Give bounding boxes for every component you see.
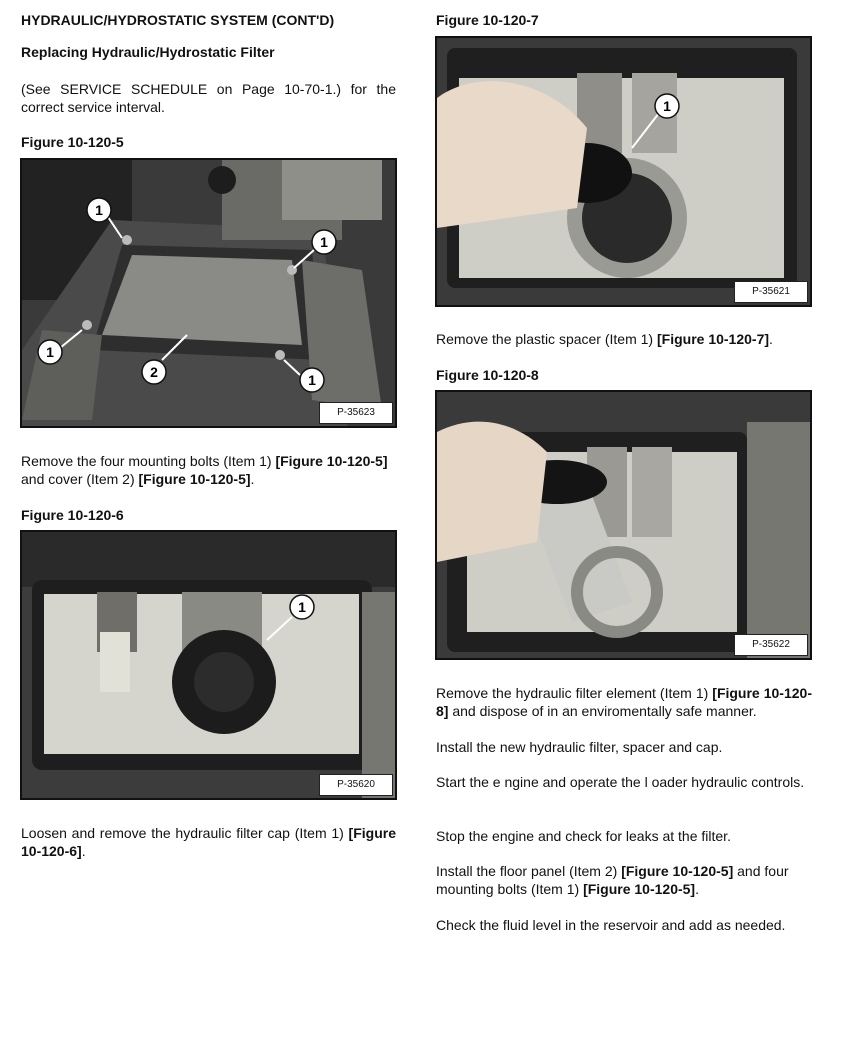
- callout-label: 1: [663, 98, 671, 114]
- spacer-removal-illustration: [437, 38, 810, 305]
- callout-label: 1: [308, 372, 316, 388]
- step-text: Loosen and remove the hydraulic filter cap (Item 1): [21, 825, 349, 841]
- callout-label: 2: [150, 364, 158, 380]
- step-text: .: [695, 881, 699, 897]
- step-remove-bolts: [21, 452, 397, 488]
- step-text: .: [769, 331, 773, 347]
- photo-code: P-35622: [734, 634, 808, 656]
- step-text: .: [250, 471, 255, 487]
- callout-label: 1: [320, 234, 328, 250]
- figure-reference: [Figure 10-120-8]: [436, 685, 812, 719]
- step-text: Remove the hydraulic filter element (Item 1): [436, 685, 713, 701]
- step-install-new: Install the new hydraulic filter, spacer and cap.: [436, 739, 723, 755]
- floor-panel-illustration: [22, 160, 395, 426]
- step-text: .: [81, 843, 86, 859]
- figure-10-120-7-photo: [435, 36, 812, 307]
- figure-title: Figure 10-120-7: [436, 12, 539, 28]
- figure-10-120-6-photo: [20, 530, 397, 800]
- step-install-panel: [436, 862, 812, 898]
- photo-code: P-35621: [734, 281, 808, 303]
- filter-element-illustration: [437, 392, 810, 658]
- step-remove-spacer: [436, 330, 812, 348]
- service-interval-note: (See SERVICE SCHEDULE on Page 10-70-1.) for the correct service interval.: [21, 81, 396, 115]
- figure-reference: [Figure 10-120-6]: [21, 825, 396, 859]
- figure-title: Figure 10-120-5: [21, 134, 124, 150]
- step-text: and cover (Item 2): [21, 471, 139, 487]
- step-check-fluid: Check the fluid level in the reservoir and add as needed.: [436, 917, 786, 933]
- photo-code: P-35620: [319, 774, 393, 796]
- procedure-title: Replacing Hydraulic/Hydrostatic Filter: [21, 44, 275, 60]
- callout-label: 1: [46, 344, 54, 360]
- step-text: Install the floor panel (Item 2): [436, 863, 622, 879]
- step-text: and four mounting bolts (Item 1): [436, 863, 789, 897]
- step-text: and dispose of in an enviromentally safe manner.: [448, 703, 757, 719]
- figure-reference: [Figure 10-120-5]: [583, 881, 696, 897]
- figure-10-120-5-photo: [20, 158, 397, 428]
- figure-reference: [Figure 10-120-5]: [275, 453, 388, 469]
- section-title: HYDRAULIC/HYDROSTATIC SYSTEM (CONT'D): [21, 12, 335, 28]
- filter-cap-illustration: [22, 532, 395, 798]
- figure-title: Figure 10-120-8: [436, 367, 539, 383]
- step-remove-element: [436, 684, 812, 720]
- figure-reference: [Figure 10-120-5]: [621, 863, 734, 879]
- figure-title: Figure 10-120-6: [21, 507, 124, 523]
- step-text: Remove the plastic spacer (Item 1): [436, 331, 657, 347]
- figure-10-120-8-photo: [435, 390, 812, 660]
- step-stop-engine: Stop the engine and check for leaks at the filter.: [436, 828, 731, 844]
- callout-label: 1: [95, 202, 103, 218]
- figure-reference: [Figure 10-120-5]: [138, 471, 251, 487]
- step-start-engine: Start the e ngine and operate the l oader hydraulic controls.: [436, 774, 805, 790]
- callout-label: 1: [298, 599, 306, 615]
- step-loosen-cap: [21, 824, 396, 860]
- photo-code: P-35623: [319, 402, 393, 424]
- step-text: Remove the four mounting bolts (Item 1): [21, 453, 276, 469]
- figure-reference: [Figure 10-120-7]: [656, 331, 770, 347]
